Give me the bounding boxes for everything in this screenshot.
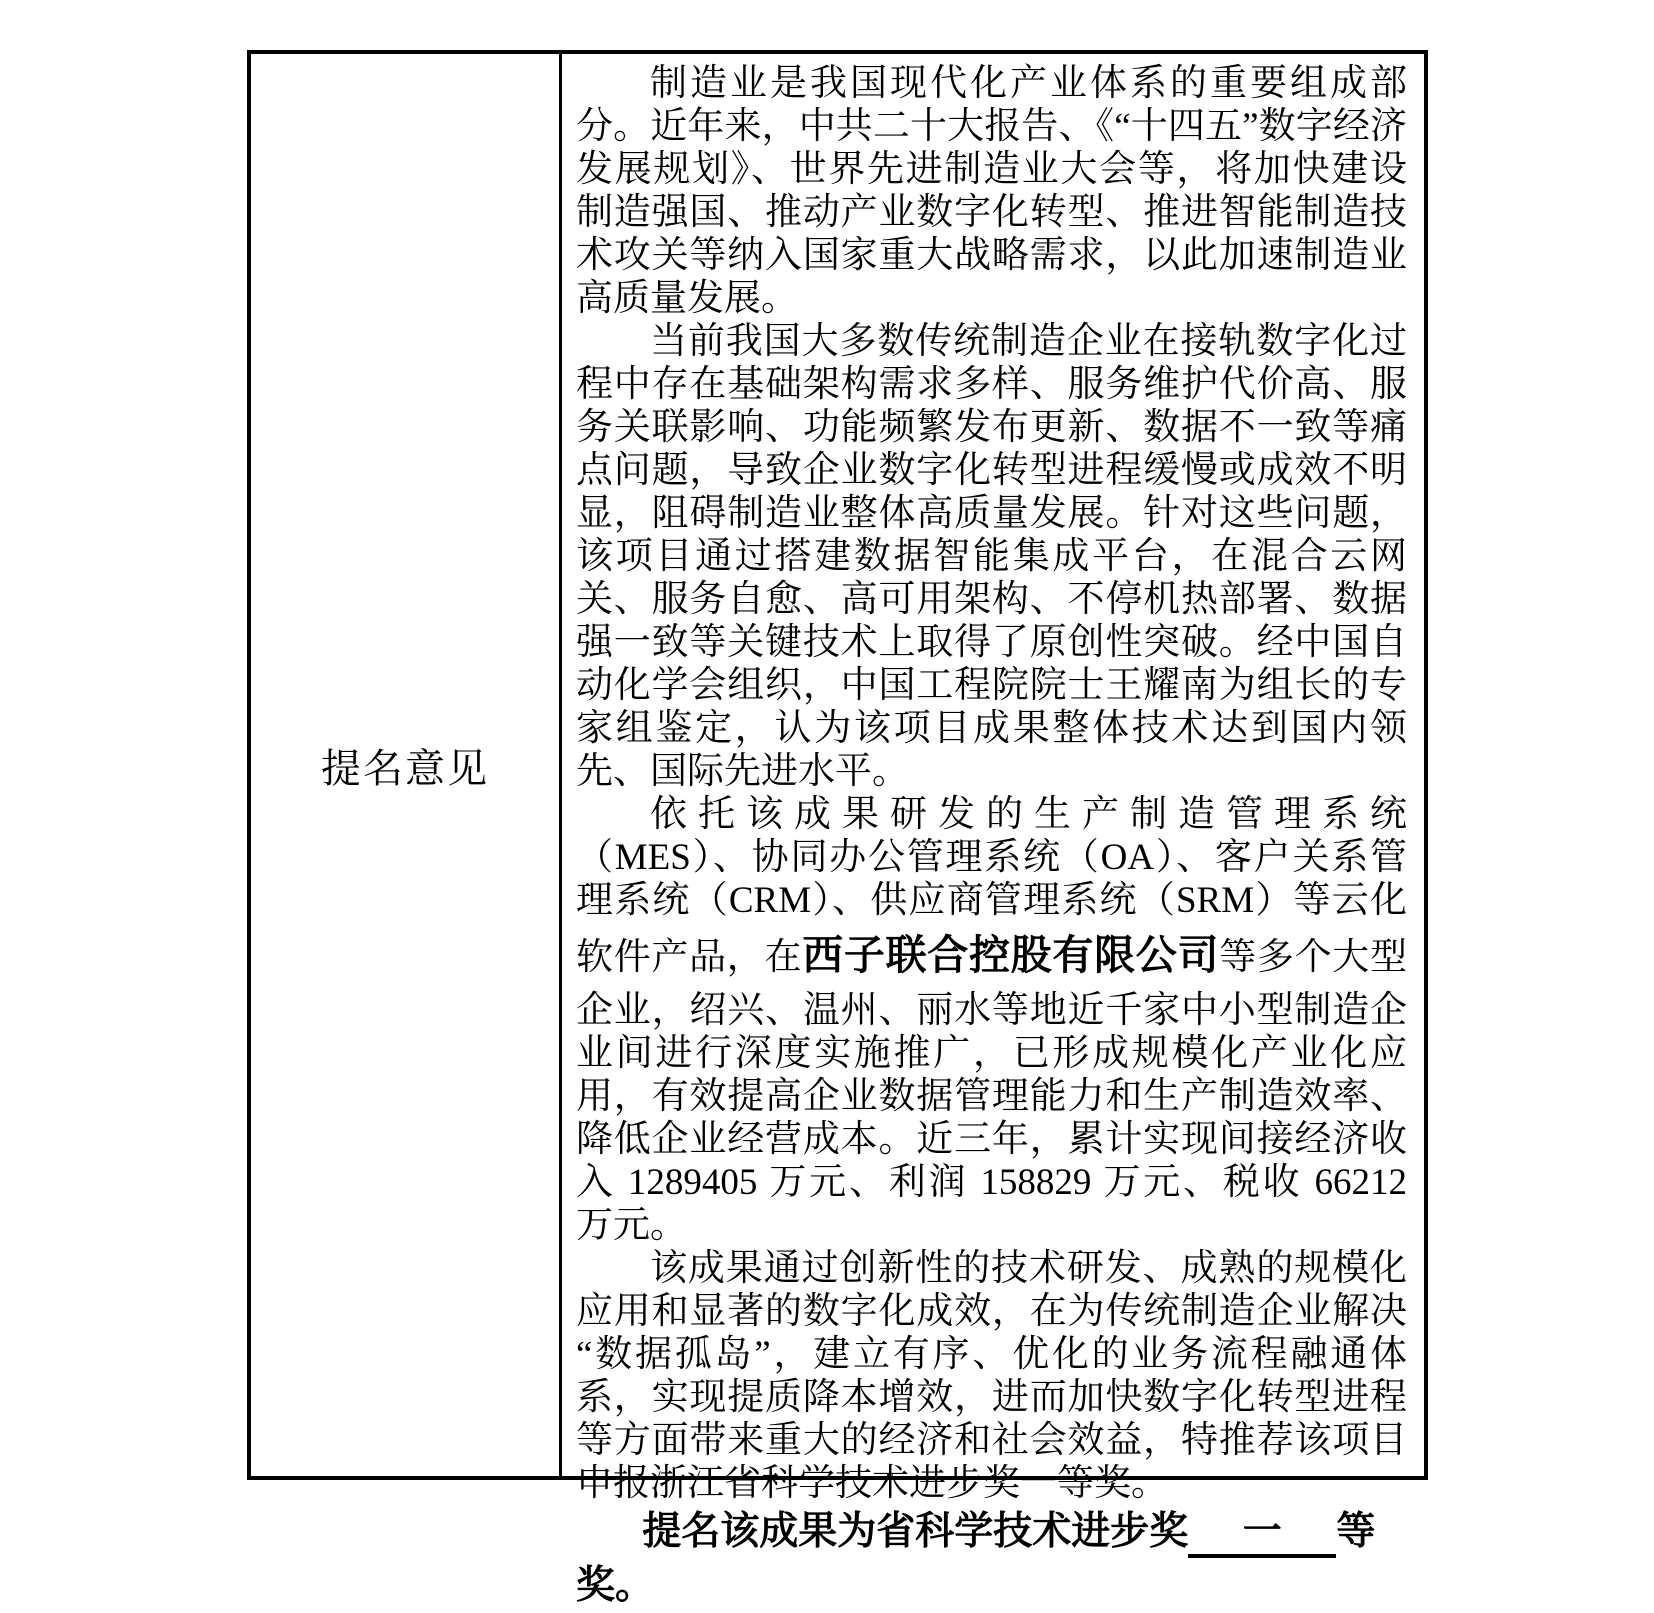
company-name-bold-text: 西子联合控股有限公司 (802, 932, 1220, 978)
opinion-content-cell (562, 54, 1424, 1607)
paragraph-products-pre-text: 依托该成果研发的生产制造管理系统（MES）、协同办公管理系统（OA）、客户关系管理系统（CRM）、供应商管理系统（SRM）等云化软件产品，在 (576, 794, 1407, 978)
paragraph-products-post-text: 等多个大型企业，绍兴、温州、丽水等地近千家中小型制造企业间进行深度实施推广，已形成规模化产业化应用，有效提高企业数据管理能力和生产制造效率、降低企业经营成本。近三年，累计实现间接经济收入 1289405 万元、利润 158829 万元、税收 66212 万元。 (576, 937, 1408, 1246)
nomination-opinion-table (247, 50, 1428, 1607)
row-label: 提名意见 (321, 746, 489, 791)
grade-blank-underline (1188, 1510, 1336, 1558)
paragraph-recommendation: 该成果通过创新性的技术研发、成熟的规模化应用和显著的数字化成效，在为传统制造企业解决“数据孤岛”，建立有序、优化的业务流程融通体系，实现提质降本增效，进而加快数字化转型进程等方面带来重大的经济和社会效益，特推荐该项目申报浙江省科学技术进步奖一等奖。 (576, 1248, 1407, 1504)
nomination-grade-line (576, 1505, 1407, 1613)
nomination-grade-post-text: 等奖。 (576, 1510, 1376, 1607)
nomination-grade-pre-text: 提名该成果为省科学技术进步奖 (642, 1510, 1189, 1553)
grade-value: 一 (1242, 1510, 1282, 1553)
paragraph-industry-background: 制造业是我国现代化产业体系的重要组成部分。近年来，中共二十大报告、《“十四五”数字经济发展规划》、世界先进制造业大会等，将加快建设制造强国、推动产业数字化转型、推进智能制造技术攻关等纳入国家重大战略需求，以此加速制造业高质量发展。 (576, 63, 1407, 319)
paragraph-problems-and-breakthroughs: 当前我国大多数传统制造企业在接轨数字化过程中存在基础架构需求多样、服务维护代价高、服务关联影响、功能频繁发布更新、数据不一致等痛点问题，导致企业数字化转型进程缓慢或成效不明显，阻碍制造业整体高质量发展。针对这些问题，该项目通过搭建数据智能集成平台，在混合云网关、服务自愈、高可用架构、不停机热部署、数据强一致等关键技术上取得了原创性突破。经中国自动化学会组织，中国工程院院士王耀南为组长的专家组鉴定，认为该项目成果整体技术达到国内领先、国际先进水平。 (576, 321, 1407, 792)
row-label-cell (251, 54, 562, 1476)
paragraph-products-and-results (576, 793, 1407, 1247)
